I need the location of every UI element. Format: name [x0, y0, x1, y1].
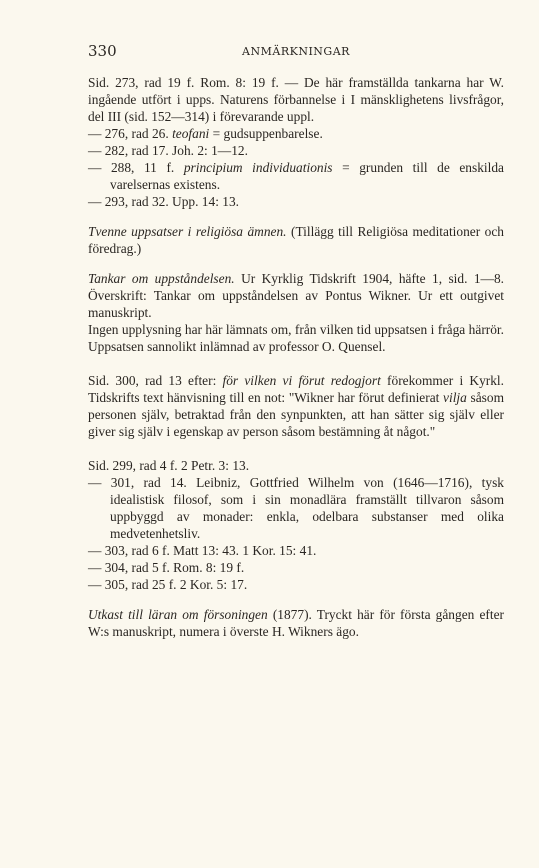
note-text: Sid. 300, rad 13 efter:	[88, 373, 223, 388]
note-text: Sid. 299, rad 4 f. 2 Petr. 3: 13.	[88, 458, 250, 473]
note-text: Sid. 273, rad 19 f. Rom. 8: 19 f. — De här framställda tankarna har W. ingående utfört i upps. Naturens förbannelse i I mänsklighetens livsfrågor, del III (sid. 152—314) i förevarande uppl.	[88, 75, 504, 124]
page-header	[88, 42, 504, 62]
note-paragraph	[88, 321, 504, 355]
note-italic: Tankar om uppståndelsen.	[88, 271, 235, 286]
note-italic: principium individuationis	[183, 160, 333, 175]
note-paragraph	[88, 372, 504, 440]
note-paragraph	[88, 125, 504, 142]
note-text: Ingen upplysning har här lämnats om, från vilken tid uppsatsen i fråga härrör. Uppsatsen sannolikt inlämnad av professor O. Quensel.	[88, 322, 504, 354]
note-paragraph	[88, 606, 504, 640]
note-paragraph	[88, 542, 504, 559]
note-text: — 303, rad 6 f. Matt 13: 43. 1 Kor. 15: 41.	[88, 543, 317, 558]
note-text: — 288, 11 f.	[88, 160, 184, 175]
note-italic: för vilken vi förut redogjort	[222, 373, 381, 388]
note-paragraph	[88, 474, 504, 542]
note-text: Ur Kyrklig Tidskrift 1904, häfte 1, sid. 1—8. Överskrift: Tankar om uppståndelsen av Pontus Wikner. Ur ett outgivet manuskript.	[88, 271, 504, 320]
note-italic: Utkast till läran om försoningen	[88, 607, 268, 622]
note-text: såsom personen själv, betraktad från den synpunkten, att han sätter sig själv eller giver sig själv i egenskap av person såsom bestämning åt något."	[88, 390, 504, 439]
note-text: — 282, rad 17. Joh. 2: 1—12.	[88, 143, 248, 158]
note-paragraph	[88, 457, 504, 474]
running-title: ANMÄRKNINGAR	[242, 45, 350, 58]
note-paragraph	[88, 193, 504, 210]
note-paragraph	[88, 559, 504, 576]
note-paragraph	[88, 223, 504, 257]
note-text: (Tillägg till Religiösa meditationer och föredrag.)	[88, 224, 504, 256]
note-italic: vilja	[443, 390, 467, 405]
page-number: 330	[88, 42, 117, 60]
note-paragraph	[88, 576, 504, 593]
note-paragraph	[88, 270, 504, 321]
notes-body	[88, 74, 504, 640]
note-text: = gudsuppenbarelse.	[209, 126, 323, 141]
note-text: — 301, rad 14. Leibniz, Gottfried Wilhelm von (1646—1716), tysk idealistisk filosof, som i sin monadlära framställt tillvaron såsom uppbyggd av monader: enkla, odelbara substanser med olika medvetenhetsliv.	[88, 475, 504, 541]
note-paragraph	[88, 159, 504, 193]
note-text: = grunden till de enskilda varelsernas existens.	[110, 160, 504, 192]
note-italic: teofani	[172, 126, 210, 141]
note-paragraph	[88, 74, 504, 125]
note-text: — 304, rad 5 f. Rom. 8: 19 f.	[88, 560, 245, 575]
note-text: — 293, rad 32. Upp. 14: 13.	[88, 194, 240, 209]
note-text: — 305, rad 25 f. 2 Kor. 5: 17.	[88, 577, 248, 592]
note-paragraph	[88, 142, 504, 159]
note-text: (1877). Tryckt här för första gången efter W:s manuskript, numera i överste H. Wikners ägo.	[88, 607, 504, 639]
note-italic: Tvenne uppsatser i religiösa ämnen.	[88, 224, 287, 239]
note-text: — 276, rad 26.	[88, 126, 173, 141]
note-text: förekommer i Kyrkl. Tidskrifts text hänvisning till en not: "Wikner har förut definierat	[88, 373, 504, 405]
